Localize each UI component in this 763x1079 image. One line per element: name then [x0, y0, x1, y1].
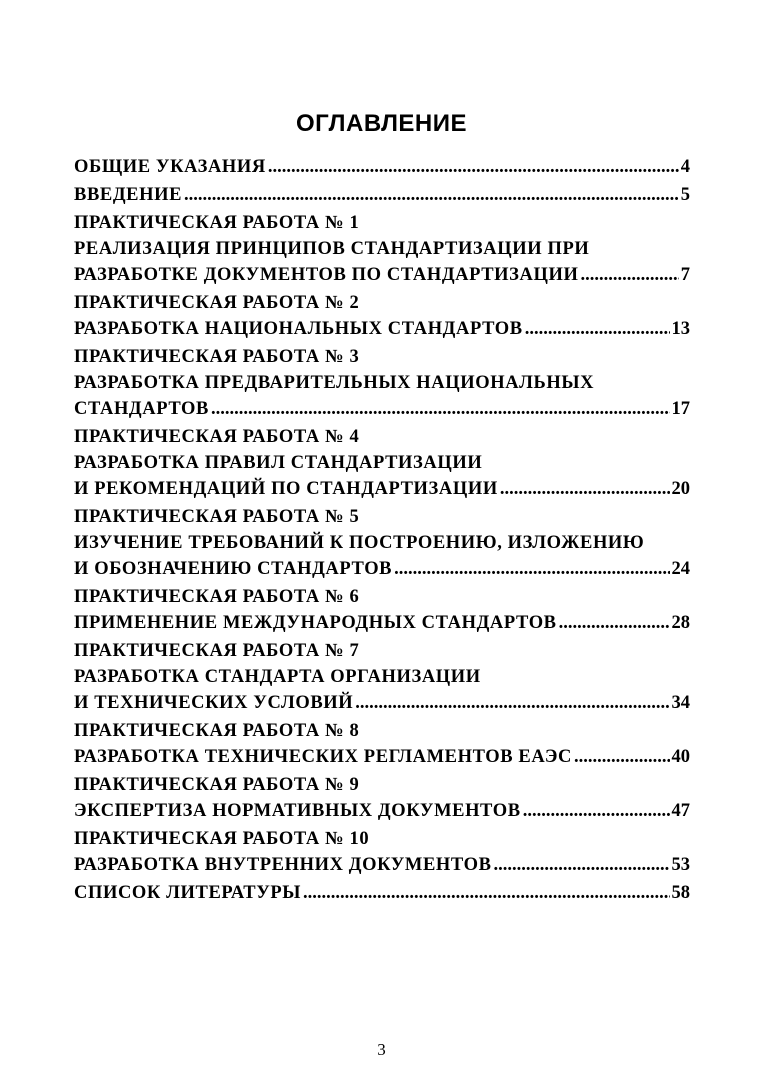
toc-page-number: 13: [671, 319, 690, 339]
dot-leader: [184, 182, 679, 208]
table-of-contents: [74, 154, 690, 908]
toc-entry-title: И РЕКОМЕНДАЦИЙ ПО СТАНДАРТИЗАЦИИ: [74, 479, 498, 499]
toc-entry-heading: ПРАКТИЧЕСКАЯ РАБОТА № 8: [74, 721, 360, 741]
toc-entry-heading: ПРАКТИЧЕСКАЯ РАБОТА № 5: [74, 507, 360, 527]
toc-entry-subtitle-line: РАЗРАБОТКА СТАНДАРТА ОРГАНИЗАЦИИ: [74, 667, 481, 687]
toc-entry-introduction[interactable]: [74, 182, 690, 208]
toc-entry-title-line: [74, 262, 690, 288]
dot-leader: [574, 744, 670, 770]
toc-entry-title: И ТЕХНИЧЕСКИХ УСЛОВИЙ: [74, 693, 354, 713]
toc-entry-practical-work-1[interactable]: [74, 210, 690, 288]
toc-entry-title-line: [74, 744, 690, 770]
toc-entry-practical-work-2[interactable]: [74, 290, 690, 342]
toc-entry-heading: ПРАКТИЧЕСКАЯ РАБОТА № 7: [74, 641, 360, 661]
toc-entry-subtitle-line: РЕАЛИЗАЦИЯ ПРИНЦИПОВ СТАНДАРТИЗАЦИИ ПРИ: [74, 239, 590, 259]
toc-entry-title-line: [74, 316, 690, 342]
toc-entry-title: ЭКСПЕРТИЗА НОРМАТИВНЫХ ДОКУМЕНТОВ: [74, 801, 521, 821]
toc-page-number: 34: [671, 693, 690, 713]
toc-entry-title-line: [74, 182, 690, 208]
toc-entry-practical-work-3[interactable]: [74, 344, 690, 422]
toc-entry-title-line: [74, 798, 690, 824]
toc-page-number: 28: [671, 613, 690, 633]
dot-leader: [394, 556, 669, 582]
toc-entry-title: РАЗРАБОТКА ТЕХНИЧЕСКИХ РЕГЛАМЕНТОВ ЕАЭС: [74, 747, 572, 767]
toc-entry-title: СТАНДАРТОВ: [74, 399, 209, 419]
toc-entry-title-line: [74, 396, 690, 422]
toc-page-number: 24: [671, 559, 690, 579]
dot-leader: [494, 852, 670, 878]
toc-entry-practical-work-4[interactable]: [74, 424, 690, 502]
dot-leader: [523, 798, 670, 824]
toc-page-number: 17: [671, 399, 690, 419]
toc-entry-subtitle-line: ИЗУЧЕНИЕ ТРЕБОВАНИЙ К ПОСТРОЕНИЮ, ИЗЛОЖЕНИЮ: [74, 533, 645, 553]
toc-entry-title: РАЗРАБОТКЕ ДОКУМЕНТОВ ПО СТАНДАРТИЗАЦИИ: [74, 265, 579, 285]
toc-entry-heading: ПРАКТИЧЕСКАЯ РАБОТА № 6: [74, 587, 360, 607]
toc-page-number: 20: [671, 479, 690, 499]
dot-leader: [525, 316, 670, 342]
toc-entry-heading: ПРАКТИЧЕСКАЯ РАБОТА № 9: [74, 775, 360, 795]
toc-entry-title-line: [74, 610, 690, 636]
toc-entry-heading: ПРАКТИЧЕСКАЯ РАБОТА № 4: [74, 427, 360, 447]
toc-entry-heading: ПРАКТИЧЕСКАЯ РАБОТА № 10: [74, 829, 370, 849]
toc-entry-title: РАЗРАБОТКА НАЦИОНАЛЬНЫХ СТАНДАРТОВ: [74, 319, 523, 339]
toc-entry-practical-work-9[interactable]: [74, 772, 690, 824]
toc-entry-subtitle-line: РАЗРАБОТКА ПРЕДВАРИТЕЛЬНЫХ НАЦИОНАЛЬНЫХ: [74, 373, 595, 393]
toc-page-number: 7: [680, 265, 690, 285]
toc-entry-title: ОБЩИЕ УКАЗАНИЯ: [74, 157, 266, 177]
toc-entry-title-line: [74, 556, 690, 582]
toc-entry-practical-work-7[interactable]: [74, 638, 690, 716]
toc-page-number: 5: [680, 185, 690, 205]
toc-page-number: 40: [671, 747, 690, 767]
toc-entry-title-line: [74, 476, 690, 502]
toc-entry-general-instructions[interactable]: [74, 154, 690, 180]
toc-entry-title-line: [74, 880, 690, 906]
toc-entry-heading: ПРАКТИЧЕСКАЯ РАБОТА № 3: [74, 347, 360, 367]
dot-leader: [355, 690, 669, 716]
toc-entry-title: РАЗРАБОТКА ВНУТРЕННИХ ДОКУМЕНТОВ: [74, 855, 492, 875]
toc-page-number: 4: [680, 157, 690, 177]
toc-entry-title-line: [74, 690, 690, 716]
page-title: ОГЛАВЛЕНИЕ: [295, 110, 468, 137]
dot-leader: [500, 476, 670, 502]
toc-entry-heading: ПРАКТИЧЕСКАЯ РАБОТА № 2: [74, 293, 360, 313]
toc-entry-title-line: [74, 154, 690, 180]
dot-leader: [211, 396, 670, 422]
toc-entry-practical-work-8[interactable]: [74, 718, 690, 770]
dot-leader: [580, 262, 678, 288]
toc-entry-practical-work-10[interactable]: [74, 826, 690, 878]
toc-page-number: 58: [671, 883, 690, 903]
dot-leader: [268, 154, 679, 180]
page-number: 3: [377, 1040, 386, 1059]
dot-leader: [559, 610, 670, 636]
toc-page-number: 53: [671, 855, 690, 875]
toc-page-number: 47: [671, 801, 690, 821]
toc-entry-practical-work-5[interactable]: [74, 504, 690, 582]
toc-entry-subtitle-line: РАЗРАБОТКА ПРАВИЛ СТАНДАРТИЗАЦИИ: [74, 453, 483, 473]
toc-entry-title: И ОБОЗНАЧЕНИЮ СТАНДАРТОВ: [74, 559, 393, 579]
toc-entry-title: СПИСОК ЛИТЕРАТУРЫ: [74, 883, 302, 903]
dot-leader: [303, 880, 669, 906]
toc-entry-references[interactable]: [74, 880, 690, 906]
toc-entry-title: ВВЕДЕНИЕ: [74, 185, 183, 205]
toc-entry-title-line: [74, 852, 690, 878]
toc-entry-heading: ПРАКТИЧЕСКАЯ РАБОТА № 1: [74, 213, 360, 233]
toc-entry-practical-work-6[interactable]: [74, 584, 690, 636]
toc-entry-title: ПРИМЕНЕНИЕ МЕЖДУНАРОДНЫХ СТАНДАРТОВ: [74, 613, 557, 633]
